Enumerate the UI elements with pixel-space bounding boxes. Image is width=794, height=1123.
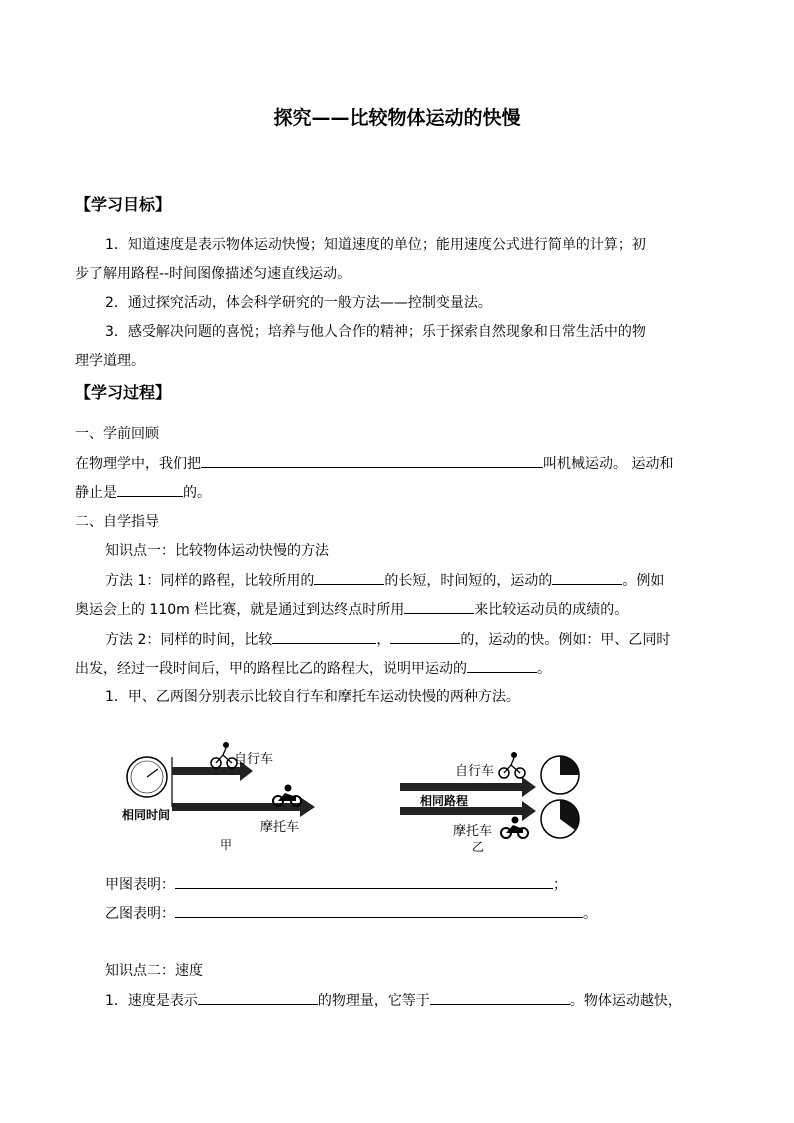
comparison-figure [110,735,590,875]
same-distance-label: 相同路程 [420,794,469,808]
right-caption: 乙 [472,840,485,854]
answer-blank[interactable] [175,873,553,889]
yi-label: 乙图表明： [105,906,175,922]
method-2-text-a: 方法 2：同样的时间，比较 [105,632,273,648]
review-line-2 [75,481,211,502]
goal-3-line-1: 3．感受解决问题的喜悦；培养与他人合作的精神；乐于探索自然现象和日常生活中的物 [105,324,646,340]
method-2-text-e: 。 [537,661,551,677]
process-heading: 【学习过程】 [75,383,172,402]
motorcycle-icon [501,817,528,839]
answer-blank[interactable] [430,989,570,1005]
answer-blank[interactable] [201,452,543,468]
method-1-text-b: 的长短，时间短的，运动的 [384,573,553,589]
guide-heading: 二、自学指导 [75,514,159,530]
left-moto-label: 摩托车 [260,820,300,835]
method-1-line-1 [105,569,664,590]
review-text-c: 静止是 [75,485,117,501]
review-text-d: 的。 [183,485,211,501]
question-1: 1．甲、乙两图分别表示比较自行车和摩托车运动快慢的两种方法。 [105,689,520,705]
method-1-text-a: 方法 1：同样的路程，比较所用的 [105,573,315,589]
yi-answer-line [105,902,597,923]
jia-label: 甲图表明： [105,877,175,893]
goal-1-line-2: 步了解用路程--时间图像描述匀速直线运动。 [75,266,352,282]
answer-blank[interactable] [198,989,318,1005]
answer-blank[interactable] [390,628,460,644]
method-2-text-c: 的，运动的快。例如：甲、乙同时 [460,632,671,648]
method-2-text-d: 出发，经过一段时间后，甲的路程比乙的路程大，说明甲运动的 [75,661,467,677]
answer-blank[interactable] [175,902,583,918]
left-bike-label: 自行车 [234,752,274,767]
answer-blank[interactable] [314,569,384,585]
answer-blank[interactable] [552,569,622,585]
jia-end: ； [553,877,567,893]
yi-end: 。 [583,906,597,922]
method-1-text-c: 。例如 [622,573,665,589]
left-caption: 甲 [220,838,233,852]
speed-text-b: 的物理量，它等于 [317,993,430,1009]
jia-answer-line [105,873,567,894]
method-1-text-e: 来比较运动员的成绩的。 [474,602,629,618]
method-2-line-1 [105,628,670,649]
speed-text-c: 。物体运动越快， [569,993,682,1009]
speed-text-a: 1．速度是表示 [105,993,198,1009]
review-text-b: 叫机械运动。 运动和 [543,456,674,472]
review-line-1 [75,452,673,473]
method-1-line-2 [75,598,628,619]
knowledge-point-1: 知识点一：比较物体运动快慢的方法 [105,543,329,559]
speed-line-1 [105,989,682,1010]
right-bike-label: 自行车 [455,764,495,779]
right-moto-label: 摩托车 [453,824,493,839]
knowledge-point-2: 知识点二：速度 [105,963,203,979]
review-heading: 一、学前回顾 [75,426,159,442]
motorcycle-icon [273,785,301,807]
answer-blank[interactable] [467,657,537,673]
same-time-label: 相同时间 [122,808,171,822]
page-title: 探究——比较物体运动的快慢 [273,107,521,129]
bicycle-icon [499,752,525,778]
answer-blank[interactable] [272,628,376,644]
stopwatch-long-icon [541,800,579,838]
method-2-line-2 [75,657,551,678]
stopwatch-short-icon [541,756,579,794]
goal-1-line-1: 1．知道速度是表示物体运动快慢；知道速度的单位；能用速度公式进行简单的计算；初 [105,237,646,253]
method-2-text-b: ， [376,632,391,648]
review-text-a: 在物理学中，我们把 [75,456,201,472]
answer-blank[interactable] [404,598,474,614]
goal-2: 2．通过探究活动，体会科学研究的一般方法——控制变量法。 [105,295,492,311]
goals-heading: 【学习目标】 [75,195,172,214]
goal-3-line-2: 理学道理。 [75,353,145,369]
stopwatch-left-icon [127,757,167,797]
method-1-text-d: 奥运会上的 110m 栏比赛，就是通过到达终点时所用 [75,602,405,618]
answer-blank[interactable] [117,481,183,497]
